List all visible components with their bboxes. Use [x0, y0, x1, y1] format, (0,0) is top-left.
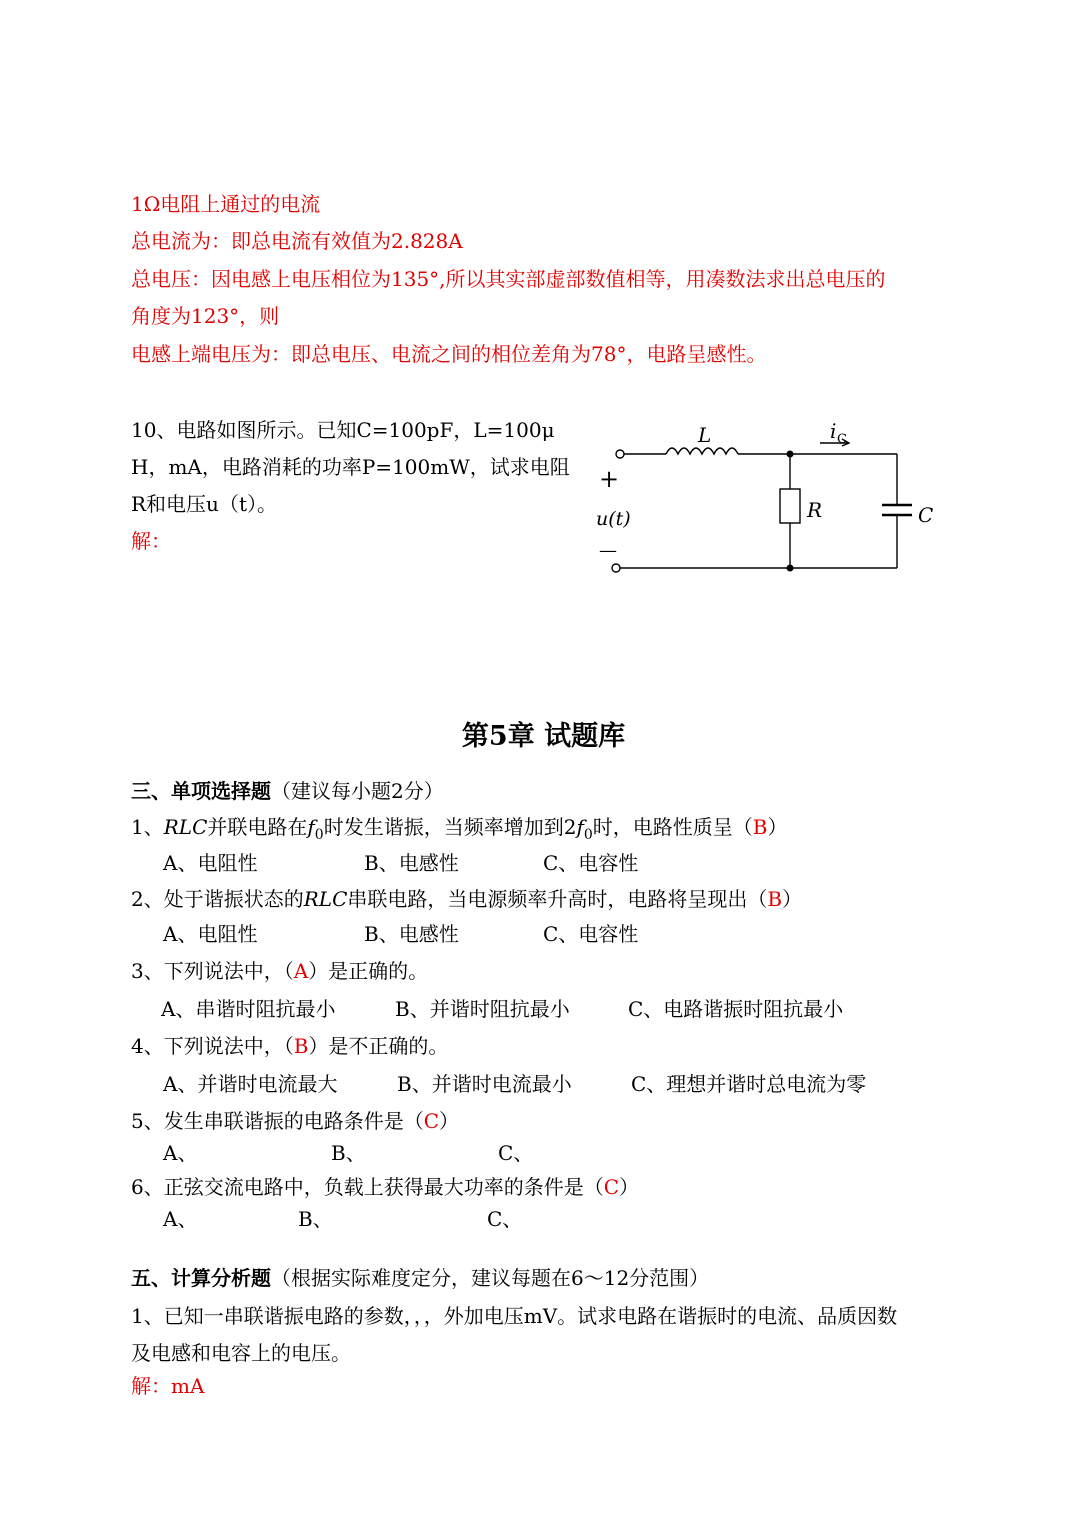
- q-text: ）: [619, 1175, 640, 1199]
- q-text: RLC: [163, 815, 208, 839]
- answer-letter: C: [423, 1109, 440, 1133]
- answer-line: 电感上端电压为：即总电压、电流之间的相位差角为78°，电路呈感性。: [131, 342, 767, 366]
- option-a: A、并谐时电流最大: [163, 1072, 338, 1096]
- q-text: f: [307, 815, 315, 839]
- chapter-title: 第5章 试题库: [461, 721, 626, 752]
- q-text: 2、处于谐振状态的: [131, 887, 304, 911]
- answer-letter: B: [293, 1034, 309, 1058]
- inductor-symbol: [666, 448, 738, 454]
- answer-line: 角度为123°，则: [131, 304, 280, 328]
- option-a: A、电阻性: [163, 922, 258, 946]
- label-plus: +: [599, 465, 620, 493]
- option-a: A、: [163, 1141, 198, 1165]
- q-text: 1、: [131, 815, 164, 839]
- q-text: 时，电路性质呈（: [592, 815, 753, 839]
- junction-node: [787, 451, 794, 458]
- q-text: 3、下列说法中，（: [131, 959, 294, 983]
- option-b: B、: [298, 1207, 333, 1231]
- q-text: 串联电路，当电源频率升高时，电路将呈现出（: [347, 887, 768, 911]
- question-line: H，mA，电路消耗的功率P=100mW，试求电阻: [131, 455, 570, 479]
- q-text: ）: [782, 887, 803, 911]
- section-heading: [131, 779, 444, 803]
- label-iC: i: [830, 419, 837, 443]
- circuit-diagram: [590, 415, 950, 585]
- option-b: B、并谐时阻抗最小: [395, 997, 570, 1021]
- question-line: 1、已知一串联谐振电路的参数，，，外加电压mV。试求电路在谐振时的电流、品质因数: [131, 1304, 898, 1328]
- q-text: 0: [583, 827, 593, 843]
- section5-heading: 五、计算分析题: [131, 1266, 271, 1290]
- question-line: R和电压u（t）。: [131, 492, 277, 516]
- option-a: A、串谐时阻抗最小: [161, 997, 336, 1021]
- q-text: RLC: [303, 887, 348, 911]
- q-text: 5、发生串联谐振的电路条件是（: [131, 1109, 424, 1133]
- label-minus: —: [599, 540, 617, 561]
- q-text: f: [576, 815, 584, 839]
- answer-line: 总电压：因电感上电压相位为135°,所以其实部虚部数值相等，用凑数法求出总电压的: [131, 267, 886, 291]
- q-text: ）: [767, 815, 788, 839]
- input-terminal-bottom: [612, 564, 620, 572]
- q-text: 并联电路在: [207, 815, 308, 839]
- label-u: u(t): [596, 508, 631, 530]
- label-R: R: [807, 498, 823, 522]
- answer-letter: B: [752, 815, 768, 839]
- question-5: [131, 1109, 459, 1133]
- option-a: A、电阻性: [163, 851, 258, 875]
- option-c: C、电路谐振时阻抗最小: [628, 997, 844, 1021]
- section3-heading: 三、单项选择题: [131, 779, 271, 803]
- option-b: B、并谐时电流最小: [397, 1072, 572, 1096]
- option-b: B、: [331, 1141, 366, 1165]
- section3-note: （建议每小题2分）: [271, 779, 444, 803]
- question-line: 及电感和电容上的电压。: [131, 1341, 351, 1365]
- answer-letter: A: [293, 959, 309, 983]
- answer-label: 解：mA: [131, 1374, 205, 1398]
- q-text: ）是正确的。: [308, 959, 429, 983]
- question-6: [131, 1175, 639, 1199]
- answer-letter: B: [767, 887, 783, 911]
- option-c: C、: [487, 1207, 523, 1231]
- option-b: B、电感性: [364, 922, 459, 946]
- question-1: [131, 815, 787, 847]
- option-a: A、: [163, 1207, 198, 1231]
- option-b: B、电感性: [364, 851, 459, 875]
- answer-label: 解：: [131, 529, 171, 553]
- question-4: [131, 1034, 448, 1058]
- label-L: L: [698, 423, 712, 447]
- label-iC-sub: C: [837, 432, 847, 447]
- option-c: C、: [498, 1141, 534, 1165]
- q-text: 时发生谐振，当频率增加到2: [323, 815, 577, 839]
- question-line: 10、电路如图所示。已知C=100pF，L=100μ: [131, 418, 555, 442]
- resistor-symbol: [780, 489, 800, 523]
- question-2: [131, 887, 802, 911]
- q-text: 6、正弦交流电路中，负载上获得最大功率的条件是（: [131, 1175, 604, 1199]
- junction-node: [787, 565, 794, 572]
- answer-letter: C: [603, 1175, 620, 1199]
- option-c: C、理想并谐时总电流为零: [631, 1072, 867, 1096]
- section5-note: （根据实际难度定分，建议每题在6～12分范围）: [271, 1266, 710, 1290]
- option-c: C、电容性: [543, 851, 639, 875]
- answer-line: 1Ω电阻上通过的电流: [131, 192, 321, 216]
- label-C: C: [918, 503, 934, 527]
- input-terminal-top: [616, 450, 624, 458]
- q-text: 0: [314, 827, 324, 843]
- option-c: C、电容性: [543, 922, 639, 946]
- q-text: ）是不正确的。: [308, 1034, 449, 1058]
- section-heading: [131, 1266, 709, 1290]
- question-3: [131, 959, 428, 983]
- q-text: ）: [439, 1109, 460, 1133]
- answer-line: 总电流为：即总电流有效值为2.828A: [131, 229, 463, 253]
- q-text: 4、下列说法中，（: [131, 1034, 294, 1058]
